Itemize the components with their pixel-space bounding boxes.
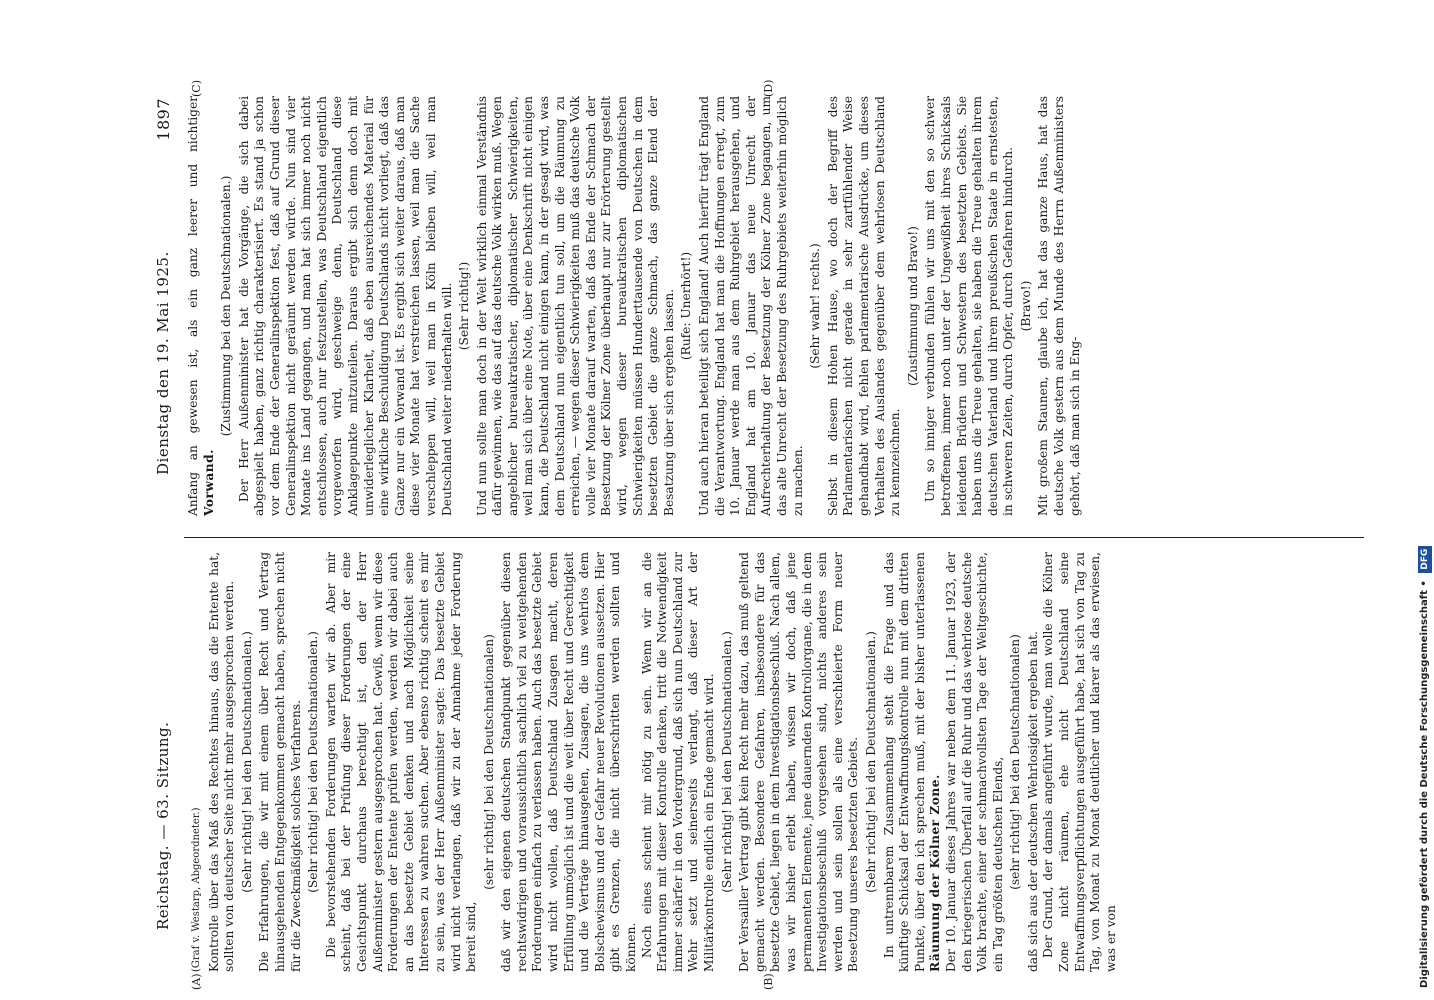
paragraph-text: daß sich aus der deutschen Wehrlosigkeit ergeben hat. [1025,631,1040,972]
paragraph-text: Der Herr Außenminister hat die Vorgänge, die sich dabei abgespielt haben, ganz richtig charakterisiert. Es stand ja schon vor dem Ende der Generalinspektion fest, daß auf Grund dieser Generalinspektion nicht geräumt werden würde. Nun sind vier Monate ins Land gegangen, und man hat sich immer noch nicht entschlossen, auch nur festzustellen, was Deutschland eigentlich vorgeworfen wird, geschweige denn, Deutschland diese Anklagepunkte mitzuteilen. Daraus ergibt sich denn doch mit unwiderleglicher Klarheit, daß eben ausreichendes Material für eine wirkliche Beschuldigung Deutschlands nicht vorliegt, daß das Ganze nur ein Vorwand ist. Es ergibt sich weiter daraus, daß man diese vier Monate hat verstreichen lassen, weil man die Sache verschleppen will, weil man in Köln bleiben will, weil man Deutschland weiter niederhalten will. [236,96,454,516]
interjection [219,96,235,516]
paragraph-text: Selbst in diesem Hohen Hause, wo doch der Begriff des Parlamentarischen nicht gerade in sehr zartfühlender Weise gehandhabt wird, fehlen parlamentarische Ausdrücke, um dieses Verhalten des Auslandes gegenüber dem wehrlosen Deutschland zu kennzeichnen. [825,96,903,516]
paragraph-text: (Zustimmung und Bravo!) [905,226,920,386]
interjection [906,96,922,516]
paragraph [237,96,455,516]
interjection [482,552,498,972]
column-divider [184,537,1364,538]
paragraph-text: Der Grund, der damals angeführt wurde, man wolle die Kölner Zone nicht räumen, ehe nicht Deutschland seine Entwaffnungsverpflichtungen ausgeführt habe, hat sich von Tag zu Tag, von Monat zu Monat deutlicher und klarer als das erwiesen, was er von [1041,552,1118,972]
paragraph [697,96,806,516]
margin-mark-a: (A) [190,973,203,990]
margin-mark-c: (C) [190,80,203,97]
paragraph [826,96,904,516]
left-column [186,552,1119,972]
interjection [720,552,736,972]
interjection [306,552,322,972]
interjection [240,552,256,972]
paragraph [1036,96,1083,516]
paragraph [1041,552,1119,972]
paragraph [944,552,1006,972]
dfg-logo: DFG [1418,546,1432,573]
page-header [154,90,182,990]
paragraph-text: (Sehr richtig!) [457,261,472,351]
paragraph [186,96,217,516]
paragraph-text: Um so inniger verbunden fühlen wir uns mit den so schwer betroffenen, immer noch unter der Ungewißheit ihres Schicksals leidenden Brüdern und Schwestern des besetzten Gebiets. Sie haben uns die Treue gehalten, sie haben die Treue gehalten ihrem deutschen Vaterland und ihrem preußischen Staate in ernstesten, in schweren Zeiten, durch Opfer, durch Gefahren hindurch. [923,96,1016,516]
paragraph [257,552,304,972]
paragraph-text: daß wir den eigenen deutschen Standpunkt gegenüber diesen rechtswidrigen und voraussichtlich sachlich viel zu weitgehenden Forderungen einfach zu verlassen haben. Auch das besetzte Gebiet wird nicht wollen, daß Deutschland Zusagen macht, deren Erfüllung unmöglich ist und die weit über Recht und Gerechtigkeit und die Verträge hinausgehen, Zusagen, die uns wehrlos dem Bolschewismus und der Gefahr neuer Revolutionen aussetzen. Hier gibt es Grenzen, die nicht überschritten werden sollten und können. [499,552,639,972]
interjection [1019,96,1035,516]
right-running-title: Dienstag den 19. Mai 1925. [154,251,172,475]
paragraph [923,96,1017,516]
bold-phrase: Vorwand. [201,449,216,516]
interjection [1008,552,1024,972]
paragraph-text: Und auch hieran beteiligt sich England! Auch hierfür trägt England die Verantwortung. England hat man die Hoffnungen erregt, zum 10. Januar werde man aus dem Ruhrgebiet herausgehen, und England hat am 10. Januar das neue Unrecht der Aufrechterhaltung der Besetzung der Kölner Zone begangen, um das alte Unrecht der Besetzung des Ruhrgebiets weiterhin möglich zu machen. [697,96,805,516]
interjection [864,552,880,972]
margin-mark-b: (B) [762,973,775,990]
paragraph-text: (sehr richtig! bei den Deutschnationalen) [1008,634,1023,890]
paragraph [475,96,678,516]
right-column [186,96,1083,516]
interjection [679,96,695,516]
paragraph-text: In untrennbarem Zusammenhang steht die Frage und das künftige Schicksal der Entwaffnungskontrolle nun mit dem dritten Punkte, über den ich sprechen muß, mit der bisher unterlassenen [881,552,927,972]
paragraph-text: (Bravo!) [1018,280,1033,332]
digitization-credit [1418,8,1432,988]
paragraph-text: Und nun sollte man doch in der Welt wirklich einmal Verständnis dafür gewinnen, wie das auf das deutsche Volk wirken muß. Wegen angeblicher bureaukratischer, diplomatischer Schwierigkeiten, weil man sich über eine Note, über eine Denkschrift nicht einigen kann, die Deutschland nicht einigen kann, in der gesagt wird, was dem Deutschland nun eigentlich tun soll, um die Räumung zu erreichen, — wegen dieser Schwierigkeiten muß das deutsche Volk volle vier Monate darauf warten, daß das Ende der Schmach der Besetzung der Kölner Zone überhaupt nur zur Erörterung gestellt wird, wegen dieser bureaukratischen diplomatischen Schwierigkeiten müssen Hunderttausende von Deutschen in dem besetzten Gebiet die ganze Schmach, das ganze Elend der Besatzung über sich ergehen lassen. [474,96,676,516]
paragraph-text: Kontrolle über das Maß des Rechtes hinaus, das die Entente hat, sollten von deutscher Seite nicht mehr ausgesprochen werden. [206,552,237,972]
paragraph-text: Die Erfahrungen, die wir mit einem über Recht und Vertrag hinausgehenden Entgegenkommen gemacht haben, sprechen nicht für die Zweckmäßigkeit solches Verfahrens. [257,552,303,972]
interjection [808,96,824,516]
paragraph-text: (Sehr richtig! bei den Deutschnationalen.) [719,631,734,893]
paragraph-text: (Sehr richtig! bei den Deutschnationalen.) [306,631,321,893]
paragraph-text: Mit großem Staunen, glaube ich, hat das ganze Haus, hat das deutsche Volk gestern aus dem Munde des Herrn Außenministers gehört, daß man sich in Eng- [1036,96,1082,516]
paragraph [737,552,862,972]
interjection [457,96,473,516]
paragraph-text: (Sehr richtig! bei den Deutschnationalen.) [863,631,878,893]
paragraph-text: Der 10. Januar dieses Jahres war neben dem 11. Januar 1923, der den kriegerischen Überfall auf die Ruhr und das wehrlose deutsche Volk brachte, einer der schmachvollsten Tage der Weltgeschichte, ein Tag größten deutschen Elends, [943,552,1005,972]
paragraph-text: (Zustimmung bei den Deutschnationalen.) [219,175,234,437]
paragraph [207,552,238,972]
paragraph-text: Der Versailler Vertrag gibt kein Recht mehr dazu, das muß geltend gemacht werden. Besondere Gefahren, insbesondere für das besetzte Gebiet, liegen in dem Investigationsbeschluß. Nach allem, was wir bisher erlebt haben, wissen wir doch, daß jene permanenten Elemente, jene dauernden Kontrollorgane, die in dem Investigationsbeschluß vorgesehen sind, nichts anderes sein werden und sein sollen als eine verschleierte Form neuer Besetzung unseres besetzten Gebiets. [737,552,861,972]
page-number: 1897 [154,98,173,141]
paragraph-text: (Sehr wahr! rechts.) [808,243,823,369]
speaker-tag: (Graf v. Westarp, Abgeordneter.) [191,807,202,972]
paragraph-text: Anfang an gewesen ist, als ein ganz leerer und nichtiger [186,96,200,516]
paragraph-text: (sehr richtig! bei den Deutschnationalen) [481,634,496,890]
paragraph [499,552,639,972]
paragraph [324,552,480,972]
rotated-page-content [150,79,1380,990]
credit-text: Digitalisierung gefördert durch die Deutsche Forschungsgemeinschaft • [1419,580,1430,988]
paragraph-text: (Rufe: Unerhört!) [679,251,694,361]
paragraph [1026,552,1042,972]
bold-phrase: Räumung der Kölner Zone. [928,774,943,972]
paragraph [882,552,944,972]
paragraph [640,552,718,972]
paragraph-text: Noch eines scheint mir nötig zu sein. Wenn wir an die Erfahrungen mit dieser Kontrolle denken, tritt die Notwendigkeit immer schärfer in den Vordergrund, daß sich nun Deutschland zur Wehr setzt und seinerseits verlangt, daß dieser Art der Militärkontrolle endlich ein Ende gemacht wird. [639,552,716,972]
paragraph-text: (Sehr richtig! bei den Deutschnationalen.) [239,631,254,893]
margin-mark-d: (D) [762,79,775,97]
paragraph-text: Die bevorstehenden Forderungen warten wir ab. Aber mir scheint, daß bei der Prüfung dieser Forderungen der eine Gesichtspunkt durchaus berechtigt ist, den der Herr Außenminister gestern ausgesprochen hat. Gewiß, wenn wir diese Forderungen der Entente prüfen werden, werden wir dabei auch an das besetzte Gebiet denken und nach Möglichkeit seine Interessen zu wahren suchen. Aber ebenso richtig scheint es mir zu sein, was der Herr Außenminister sagte: Das besetzte Gebiet wird nicht verlangen, daß wir zu der Annahme jeder Forderung bereit sind, [323,552,479,972]
left-running-title: Reichstag. — 63. Sitzung. [154,721,172,930]
